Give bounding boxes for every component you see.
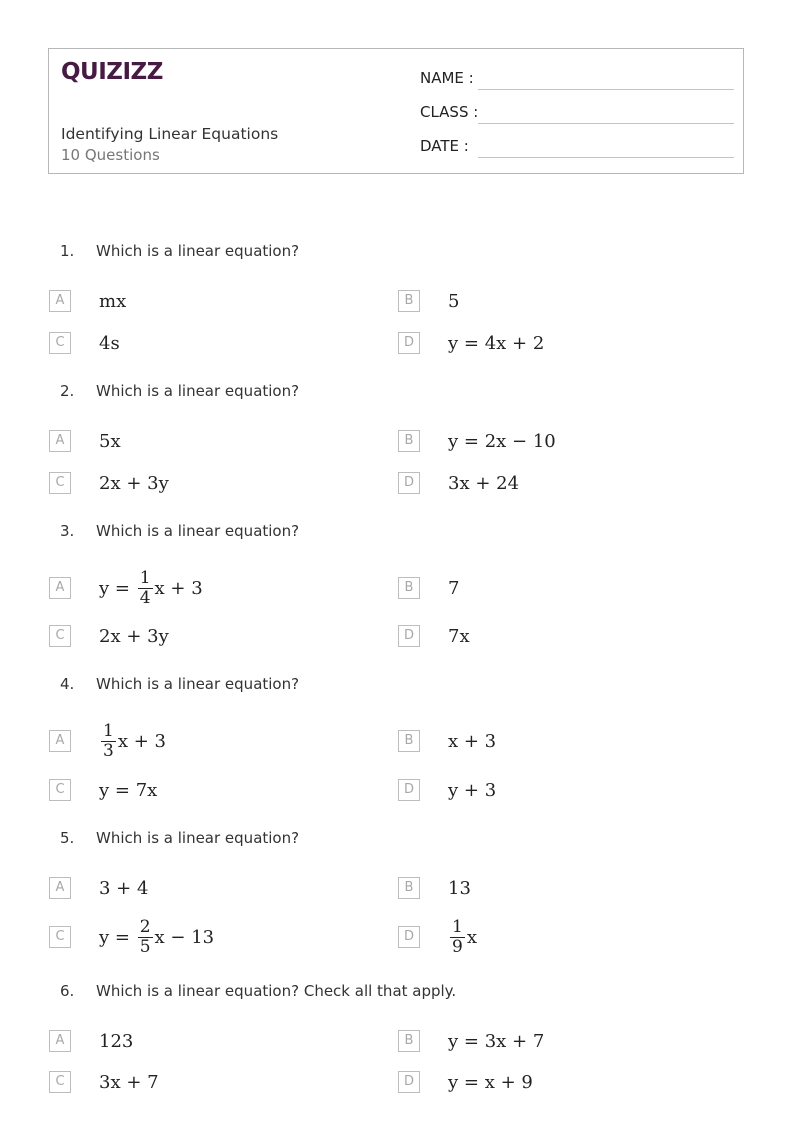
math-expression: x (466, 926, 477, 948)
option-b-checkbox[interactable]: B (398, 730, 420, 752)
question-count: 10 Questions (61, 146, 160, 164)
date-line (478, 157, 734, 158)
option-c-checkbox[interactable]: C (49, 472, 71, 494)
math-expression: y + 3 (448, 779, 497, 801)
question-text: Which is a linear equation? (96, 675, 300, 693)
option-b-checkbox[interactable]: B (398, 877, 420, 899)
class-line (478, 123, 734, 124)
question-number: 2. (60, 382, 75, 400)
option-c-answer (99, 1057, 159, 1107)
question-text: Which is a linear equation? (96, 829, 300, 847)
math-expression: 3 + 4 (99, 877, 149, 899)
math-expression: 3x + 7 (99, 1071, 159, 1093)
option-a-checkbox[interactable]: A (49, 430, 71, 452)
option-c-answer (99, 318, 120, 368)
option-d-answer (448, 765, 496, 815)
math-expression: y = 3x + 7 (448, 1030, 545, 1052)
option-a-checkbox[interactable]: A (49, 730, 71, 752)
option-a-answer (99, 863, 148, 913)
option-b-checkbox[interactable]: B (398, 1030, 420, 1052)
fraction-denominator: 3 (103, 740, 114, 761)
fraction (138, 918, 153, 957)
option-d-answer (448, 318, 544, 368)
option-c-checkbox[interactable]: C (49, 625, 71, 647)
math-expression: 7 (448, 577, 460, 599)
math-expression: mx (99, 290, 127, 312)
option-c-answer (99, 611, 169, 661)
math-expression: y = (99, 577, 136, 599)
question-number: 1. (60, 242, 75, 260)
question-text: Which is a linear equation? Check all that apply. (96, 982, 457, 1000)
option-a-checkbox[interactable]: A (49, 877, 71, 899)
math-expression: 2x + 3y (99, 472, 169, 494)
fraction-denominator: 5 (139, 936, 151, 957)
option-d-answer (448, 611, 470, 661)
math-expression: 5 (448, 290, 460, 312)
option-d-checkbox[interactable]: D (398, 332, 420, 354)
option-b-checkbox[interactable]: B (398, 577, 420, 599)
option-a-checkbox[interactable]: A (49, 1030, 71, 1052)
question-number: 6. (60, 982, 75, 1000)
option-d-answer (448, 912, 477, 962)
question-number: 5. (60, 829, 75, 847)
math-expression: x − 13 (154, 926, 215, 948)
option-b-answer (448, 863, 471, 913)
math-expression: y = 4x + 2 (448, 332, 545, 354)
option-d-checkbox[interactable]: D (398, 779, 420, 801)
option-b-checkbox[interactable]: B (398, 430, 420, 452)
worksheet-header (48, 48, 744, 174)
option-b-answer (448, 716, 496, 766)
quizizz-logo: QUIZIZZ (61, 59, 163, 85)
class-field[interactable] (420, 100, 734, 124)
option-d-checkbox[interactable]: D (398, 472, 420, 494)
name-field[interactable] (420, 66, 734, 90)
option-b-checkbox[interactable]: B (398, 290, 420, 312)
math-expression: 5x (99, 430, 121, 452)
option-c-checkbox[interactable]: C (49, 926, 71, 948)
math-expression: 3x + 24 (448, 472, 520, 494)
option-c-checkbox[interactable]: C (49, 1071, 71, 1093)
question-number: 3. (60, 522, 75, 540)
question-number: 4. (60, 675, 75, 693)
option-c-answer (99, 765, 157, 815)
fraction-numerator: 1 (139, 567, 151, 588)
option-a-checkbox[interactable]: A (49, 290, 71, 312)
fraction-numerator: 1 (103, 720, 114, 741)
question-text: Which is a linear equation? (96, 242, 300, 260)
option-a-checkbox[interactable]: A (49, 577, 71, 599)
option-a-answer (99, 716, 166, 766)
date-field[interactable] (420, 134, 734, 158)
option-a-answer (99, 563, 203, 613)
option-d-checkbox[interactable]: D (398, 625, 420, 647)
math-expression: x + 3 (117, 730, 166, 752)
math-expression: y = 7x (99, 779, 158, 801)
math-expression: 7x (448, 625, 470, 647)
math-expression: x + 3 (448, 730, 497, 752)
fraction-denominator: 9 (452, 936, 463, 957)
fraction (138, 569, 153, 608)
option-d-answer (448, 458, 519, 508)
date-label: DATE : (420, 137, 469, 155)
option-c-checkbox[interactable]: C (49, 779, 71, 801)
name-line (478, 89, 734, 90)
worksheet-title: Identifying Linear Equations (61, 125, 279, 143)
math-expression: 4s (99, 332, 120, 354)
fraction-numerator: 1 (452, 916, 463, 937)
math-expression: x + 3 (154, 577, 203, 599)
question-text: Which is a linear equation? (96, 382, 300, 400)
math-expression: 123 (99, 1030, 134, 1052)
option-d-checkbox[interactable]: D (398, 1071, 420, 1093)
math-expression: y = (99, 926, 136, 948)
name-label: NAME : (420, 69, 474, 87)
math-expression: y = x + 9 (448, 1071, 533, 1093)
math-expression: 13 (448, 877, 471, 899)
fraction-numerator: 2 (139, 916, 151, 937)
fraction (101, 722, 116, 761)
option-d-checkbox[interactable]: D (398, 926, 420, 948)
math-expression: 2x + 3y (99, 625, 169, 647)
option-d-answer (448, 1057, 533, 1107)
math-expression: y = 2x − 10 (448, 430, 556, 452)
question-text: Which is a linear equation? (96, 522, 300, 540)
option-c-answer (99, 912, 214, 962)
class-label: CLASS : (420, 103, 479, 121)
fraction (450, 918, 465, 957)
option-c-checkbox[interactable]: C (49, 332, 71, 354)
option-c-answer (99, 458, 169, 508)
option-b-answer (448, 563, 459, 613)
fraction-denominator: 4 (139, 587, 151, 608)
